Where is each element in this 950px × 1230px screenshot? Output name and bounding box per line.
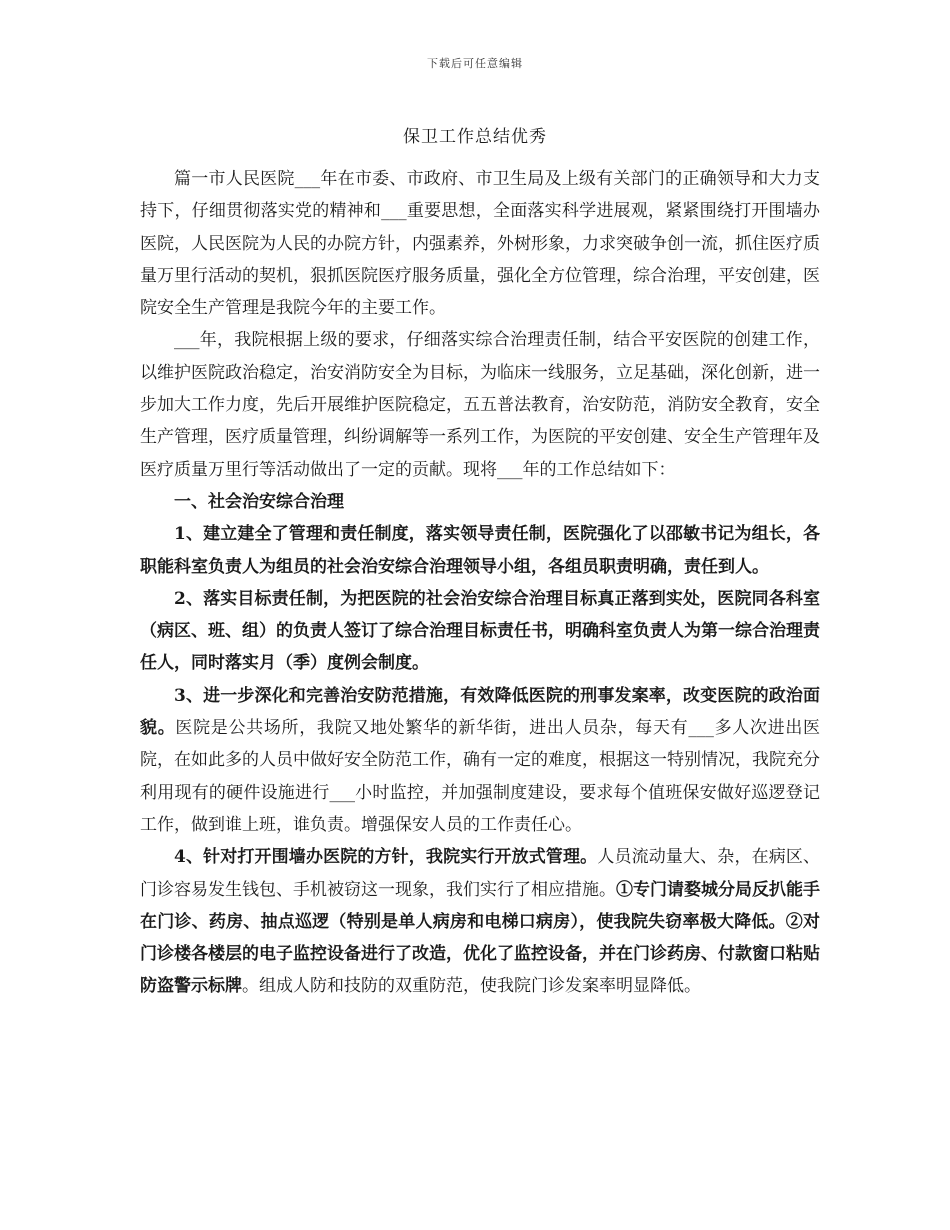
document-title: 保卫工作总结优秀 — [403, 127, 547, 147]
paragraph-item-1: 1、建立建全了管理和责任制度，落实领导责任制，医院强化了以邵敏书记为组长，各职能科室负责人为组员的社会治安综合治理领导小组，各组员职责明确，责任到人。 — [140, 524, 820, 577]
paragraph-overview: ___年，我院根据上级的要求，仔细落实综合治理责任制，结合平安医院的创建工作，以维护医院政治稳定，治安消防安全为目标，为临床一线服务，立足基础，深化创新，进一步加大工作力度，先后开展维护医院稳定，五五普法教育，治安防范，消防安全教育，安全生产管理，医疗质量管理，纠纷调解等一系列工作，为医院的平安创建、安全生产管理年及医疗质量万里行等活动做出了一定的贡献。现将___年的工作总结如下： — [140, 330, 820, 480]
paragraph-item-2: 2、落实目标责任制，为把医院的社会治安综合治理目标真正落到实处，医院同各科室（病区、班、组）的负责人签订了综合治理目标责任书，明确科室负责人为第一综合治理责任人，同时落实月（季）度例会制度。 — [140, 588, 820, 674]
section-heading: 一、社会治安综合治理 — [174, 491, 344, 512]
header-note: 下载后可任意编辑 — [427, 57, 523, 70]
item-3-lead: 3、进一步深化和完善治安防范措施，有效降低医院的刑事发案率，改变医院的政治面貌。 — [140, 685, 820, 739]
item-4-measures: ①专门请婺城分局反扒能手在门诊、药房、抽点巡逻（特别是单人病房和电梯口病房），使我院失窃率极大降低。②对门诊楼各楼层的电子监控设备进行了改造，优化了监控设备，并在门诊药房、付款窗口粘贴防盗警示标牌 — [140, 879, 820, 997]
paragraph-item-4 — [140, 841, 820, 1002]
paragraph-item-3 — [140, 680, 820, 841]
item-4-lead: 4、针对打开围墙办医院的方针，我院实行开放式管理。 — [174, 847, 598, 868]
item-3-text: 医院是公共场所，我院又地处繁华的新华街，进出人员杂，每天有___多人次进出医院，在如此多的人员中做好安全防范工作，确有一定的难度，根据这一特别情况，我院充分利用现有的硬件设施进行___小时监控，并加强制度建设，要求每个值班保安做好巡逻登记工作，做到谁上班，谁负责。增强保安人员的工作责任心。 — [140, 718, 821, 835]
document-body — [140, 163, 820, 1003]
item-4-text: 人员流动量大、杂，在病区、门诊容易发生钱包、手机被窃这一现象，我们实行了相应措施。 — [140, 847, 821, 900]
item-4-conclusion: 。组成人防和技防的双重防范，使我院门诊发案率明显降低。 — [242, 976, 701, 997]
paragraph-intro: 篇一市人民医院___年在市委、市政府、市卫生局及上级有关部门的正确领导和大力支持下，仔细贯彻落实党的精神和___重要思想，全面落实科学进展观，紧紧围绕打开围墙办医院，人民医院为人民的办院方针，内强素养，外树形象，力求突破争创一流，抓住医疗质量万里行活动的契机，狠抓医院医疗服务质量，强化全方位管理，综合治理，平安创建，医院安全生产管理是我院今年的主要工作。 — [140, 169, 820, 319]
